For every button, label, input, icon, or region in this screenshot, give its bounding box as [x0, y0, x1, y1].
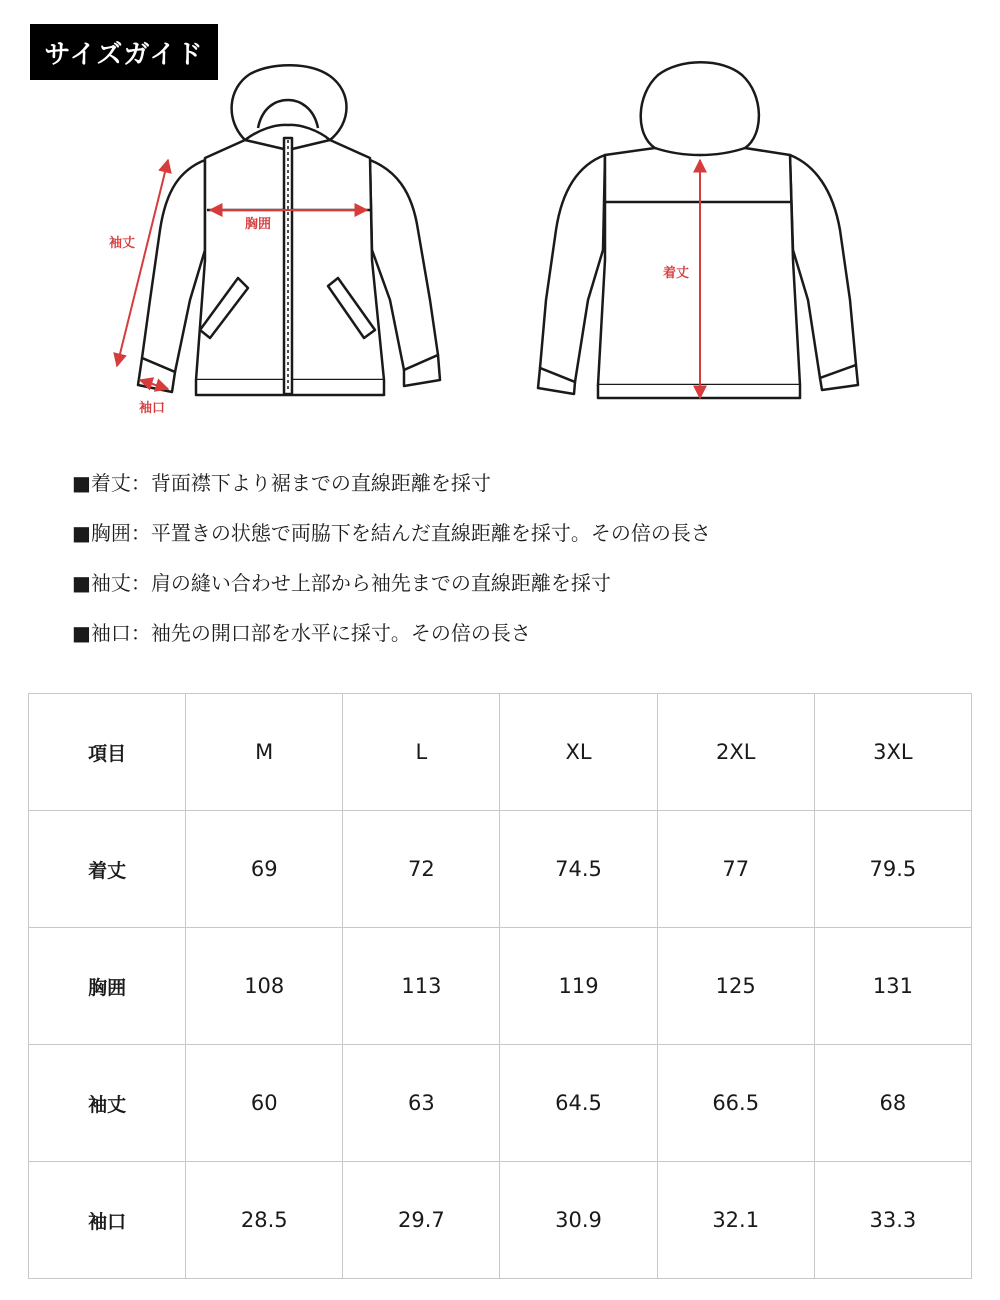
- table-row: [29, 811, 972, 928]
- table-cell: 32.1: [657, 1162, 814, 1279]
- table-cell: 28.5: [186, 1162, 343, 1279]
- size-table: [28, 693, 972, 1279]
- table-cell: 64.5: [500, 1045, 657, 1162]
- header-size-m: M: [186, 694, 343, 811]
- table-cell: 68: [814, 1045, 971, 1162]
- label-chest: 胸囲: [244, 217, 272, 232]
- table-cell: 33.3: [814, 1162, 971, 1279]
- table-cell: 77: [657, 811, 814, 928]
- note-chest: ■胸囲：平置きの状態で両脇下を結んだ直線距離を採寸。その倍の長さ: [72, 521, 711, 545]
- header-size-l: L: [343, 694, 500, 811]
- note-sleeve-length: ■袖丈：肩の縫い合わせ上部から袖先までの直線距離を採寸: [72, 571, 611, 595]
- measurement-notes: [72, 466, 952, 666]
- label-length: 着丈: [662, 266, 690, 281]
- jacket-illustrations: [0, 0, 1000, 440]
- back-jacket-drawing: [538, 62, 858, 398]
- table-cell: 60: [186, 1045, 343, 1162]
- header-size-2xl: 2XL: [657, 694, 814, 811]
- row-label: 胸囲: [29, 928, 186, 1045]
- note-length: ■着丈：背面襟下より裾までの直線距離を採寸: [72, 471, 491, 495]
- table-cell: 72: [343, 811, 500, 928]
- row-label: 袖丈: [29, 1045, 186, 1162]
- page-title: サイズガイド: [30, 24, 218, 80]
- label-cuff: 袖口: [138, 401, 166, 416]
- table-cell: 125: [657, 928, 814, 1045]
- table-cell: 79.5: [814, 811, 971, 928]
- table-cell: 69: [186, 811, 343, 928]
- table-cell: 74.5: [500, 811, 657, 928]
- table-cell: 63: [343, 1045, 500, 1162]
- front-jacket-drawing: [138, 65, 440, 395]
- table-row: [29, 928, 972, 1045]
- row-label: 袖口: [29, 1162, 186, 1279]
- header-size-xl: XL: [500, 694, 657, 811]
- label-sleeve-length: 袖丈: [108, 236, 136, 251]
- table-cell: 131: [814, 928, 971, 1045]
- table-cell: 108: [186, 928, 343, 1045]
- header-size-3xl: 3XL: [814, 694, 971, 811]
- table-header-row: [29, 694, 972, 811]
- note-cuff: ■袖口：袖先の開口部を水平に採寸。その倍の長さ: [72, 621, 531, 645]
- table-row: [29, 1162, 972, 1279]
- table-cell: 113: [343, 928, 500, 1045]
- table-cell: 30.9: [500, 1162, 657, 1279]
- table-row: [29, 1045, 972, 1162]
- table-cell: 119: [500, 928, 657, 1045]
- header-item: 項目: [29, 694, 186, 811]
- row-label: 着丈: [29, 811, 186, 928]
- table-cell: 66.5: [657, 1045, 814, 1162]
- table-cell: 29.7: [343, 1162, 500, 1279]
